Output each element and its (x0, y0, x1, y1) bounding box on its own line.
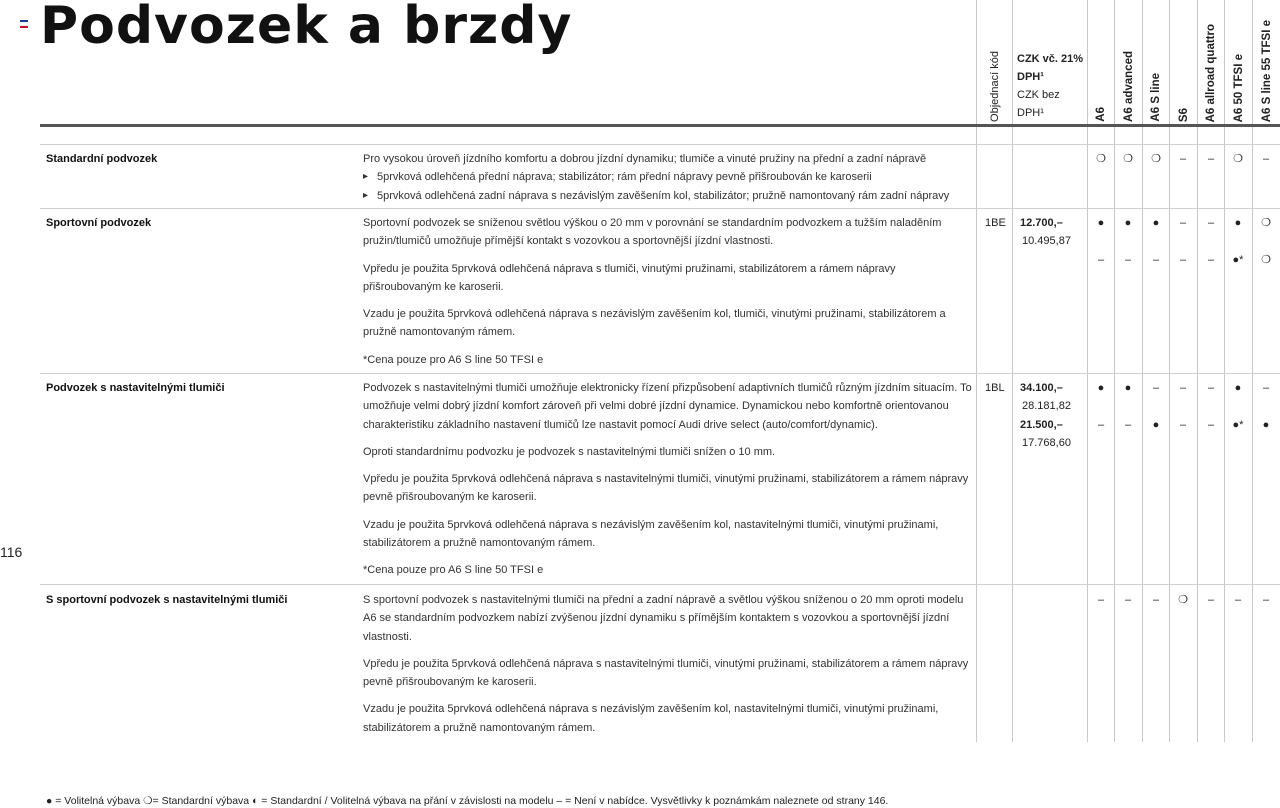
price-gross: 21.500,– (1020, 418, 1063, 431)
header-price-gross: CZK vč. 21% (1017, 53, 1084, 65)
description-bullet: ▸ 5prvková odlehčená zadní náprava s nezávislým zavěšením kol, stabilizátor; pružně namontovaný rám zadní nápravy (363, 187, 975, 205)
availability-symbol: – (1152, 382, 1160, 394)
price-cell (1020, 214, 1071, 251)
availability-symbol: – (1097, 419, 1105, 431)
availability-symbol: ● (1152, 419, 1160, 431)
row-title: Sportovní podvozek (46, 217, 152, 229)
description-text: S sportovní podvozek s nastavitelnými tlumiči na přední a zadní nápravě a světlou výškou sníženou o 20 mm oproti modelu A6 se standardním podvozkem nabízí zvýšenou jízdní dynamiku s přímějším kontaktem s vozovkou a sportovnější jízdní vlastnosti. (363, 594, 964, 643)
description-text: Vzadu je použita 5prvková odlehčená náprava s nezávislým zavěšením kol, tlumiči, vinutými pružinami, stabilizátorem a pružně namontovaným rámem. (363, 308, 946, 339)
header-model: A6 50 TFSI e (1232, 53, 1245, 122)
availability-symbol: – (1179, 153, 1187, 165)
availability-symbol: – (1207, 254, 1215, 266)
availability-symbol: ● (1097, 217, 1105, 229)
availability-symbol: – (1207, 217, 1215, 229)
availability-symbol: ❍ (1233, 153, 1243, 165)
availability-symbol: ❍ (1123, 153, 1133, 165)
header-order-code: Objednací kód (988, 51, 1001, 122)
availability-symbol: – (1207, 382, 1215, 394)
header-model: A6 S line 55 TFSI e (1260, 19, 1273, 122)
availability-symbol: – (1207, 419, 1215, 431)
row-description (363, 150, 975, 205)
availability-symbol: – (1262, 382, 1270, 394)
column-divider (1012, 0, 1013, 742)
availability-symbol: – (1097, 594, 1105, 606)
description-text: Vzadu je použita 5prvková odlehčená náprava s nezávislým zavěšením kol, nastavitelnými tlumiči, vinutými pružinami, stabilizátorem a pružně namontovaným rámem. (363, 518, 939, 550)
availability-symbol: – (1207, 594, 1215, 606)
availability-symbol: – (1124, 254, 1132, 266)
availability-symbol: – (1097, 254, 1105, 266)
availability-symbol: ● (1097, 382, 1105, 394)
row-description (363, 214, 975, 378)
availability-symbol: – (1152, 254, 1160, 266)
order-code: 1BE (985, 217, 1006, 229)
description-text: Pro vysokou úroveň jízdního komfortu a dobrou jízdní dynamiku; tlumiče a vinuté pružiny na přední a zadní nápravě (363, 153, 927, 165)
header-model: A6 allroad quattro (1205, 23, 1217, 122)
price-net: 28.181,82 (1022, 400, 1071, 413)
availability-symbol: – (1179, 419, 1187, 431)
availability-symbol: – (1179, 382, 1187, 394)
description-text: Podvozek s nastavitelnými tlumiči umožňuje elektronicky řízení přizpůsobení adaptivních tlumičů různým jízdním situacím. To umožňuje velmi dobrý jízdní komfort zároveň při velmi dobré jízdní dynamice. Dynamickou nebo komfortně orientovanou charakteristiku základního nastavení tlumičů lze nastavit pomocí Audi drive select (auto/comfort/dynamic). (363, 382, 972, 431)
page-title: Podvozek a brzdy (40, 0, 573, 56)
availability-symbol: ● (1152, 217, 1160, 229)
description-text: Oproti standardnímu podvozku je podvozek s nastavitelnými tlumiči snížen o 10 mm. (363, 445, 776, 458)
availability-symbol: ● (1234, 217, 1242, 229)
availability-symbol: ❍ (1151, 153, 1161, 165)
description-note: *Cena pouze pro A6 S line 50 TFSI e (363, 353, 544, 366)
description-text: Vpředu je použita 5prvková odlehčená náprava s tlumiči, vinutými pružinami, stabilizátorem a rámem nápravy přišroubovaným ke karoserii. (363, 262, 896, 293)
availability-symbol: ●* (1232, 254, 1244, 266)
row-description (363, 379, 975, 589)
row-divider (40, 208, 1280, 209)
price-gross: 12.700,– (1020, 217, 1063, 229)
header-price-gross-suffix: DPH¹ (1017, 71, 1044, 83)
availability-symbol: ❍ (1178, 594, 1188, 606)
row-title: Podvozek s nastavitelnými tlumiči (46, 382, 225, 394)
description-note: *Cena pouze pro A6 S line 50 TFSI e (363, 564, 544, 577)
price-gross: 34.100,– (1020, 382, 1063, 394)
row-description (363, 591, 975, 746)
order-code: 1BL (985, 382, 1005, 394)
header-price (1017, 50, 1087, 122)
header-model: S6 (1177, 107, 1190, 122)
header-model: A6 advanced (1122, 51, 1135, 122)
availability-symbol: – (1124, 419, 1132, 431)
availability-symbol: – (1262, 594, 1270, 606)
header-model: A6 (1095, 107, 1107, 122)
availability-symbol: – (1124, 594, 1132, 606)
description-text: Vzadu je použita 5prvková odlehčená náprava s nezávislým zavěšením kol, nastavitelnými tlumiči, vinutými pružinami, stabilizátorem a pružně namontovaným rámem. (363, 703, 939, 734)
availability-symbol: ●* (1232, 419, 1244, 431)
availability-symbol: ❍ (1261, 254, 1271, 266)
availability-symbol: – (1207, 153, 1215, 165)
price-net: 10.495,87 (1022, 235, 1071, 248)
availability-symbol: – (1179, 254, 1187, 266)
availability-symbol: – (1234, 594, 1242, 606)
availability-symbol: ● (1124, 217, 1132, 229)
availability-symbol: – (1262, 153, 1270, 165)
header-price-net: CZK bez DPH¹ (1017, 89, 1060, 119)
availability-symbol: ❍ (1096, 153, 1106, 165)
flag-icon (20, 20, 28, 27)
row-title: S sportovní podvozek s nastavitelnými tlumiči (46, 594, 288, 606)
page-number: 116 (0, 544, 23, 560)
header-model: A6 S line (1150, 73, 1162, 122)
description-bullet: ▸ 5prvková odlehčená přední náprava; stabilizátor; rám přední nápravy pevně přišroubován ke karoserii (363, 168, 975, 186)
price-net: 17.768,60 (1022, 436, 1071, 449)
availability-symbol: ❍ (1261, 217, 1271, 229)
price-cell (1020, 379, 1071, 452)
description-text: Sportovní podvozek se sníženou světlou výškou o 20 mm v porovnání se standardním podvozkem a tužším naladěním pružin/tlumičů umožňuje přímější kontakt s vozovkou a sportovnější jízdní vlastnosti. (363, 217, 942, 248)
legend: ● = Volitelná výbava ❍= Standardní výbava ◐ = Standardní / Volitelná výbava na přání v závislosti na modelu – = Není v nabídce. Vysvětlivky k poznámkám naleznete od strany 146. (46, 795, 889, 807)
description-text: Vpředu je použita 5prvková odlehčená náprava s nastavitelnými tlumiči, vinutými pružinami, stabilizátorem a rámem nápravy pevně přišroubovaným ke karoserii. (363, 473, 969, 504)
availability-symbol: ● (1234, 382, 1242, 394)
availability-symbol: – (1152, 594, 1160, 606)
availability-symbol: ● (1124, 382, 1132, 394)
description-text: Vpředu je použita 5prvková odlehčená náprava s nastavitelnými tlumiči, vinutými pružinami, stabilizátorem a rámem nápravy pevně přišroubovaným ke karoserii. (363, 657, 969, 689)
row-divider (40, 144, 1280, 145)
availability-symbol: ● (1262, 419, 1270, 431)
availability-symbol: – (1179, 217, 1187, 229)
row-title: Standardní podvozek (46, 153, 158, 165)
header-rule (40, 124, 1280, 127)
